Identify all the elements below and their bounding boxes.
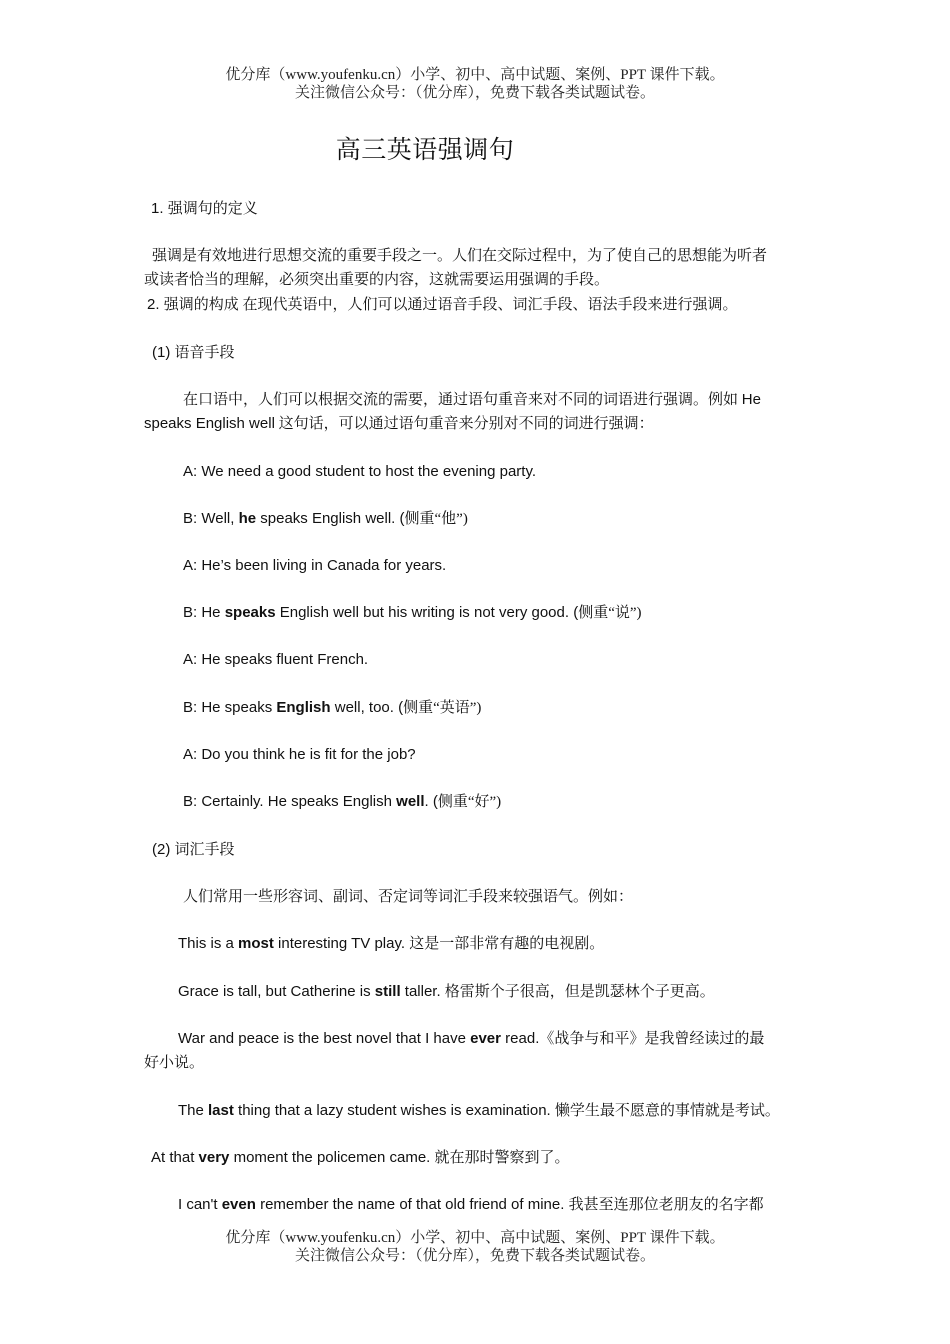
phonetic-intro-example-end: speaks English well xyxy=(144,415,275,432)
example-emphasis: most xyxy=(238,935,274,952)
example-line xyxy=(151,1146,570,1170)
lexical-intro: 人们常用一些形容词、副词、否定词等词汇手段来较强语气。例如： xyxy=(183,889,634,905)
dialog-line xyxy=(183,554,446,578)
example-line-continuation xyxy=(144,1051,204,1075)
dialog-note: 侧重“说”) xyxy=(578,605,642,621)
dialog-emphasis: English xyxy=(276,699,331,716)
dialog-line xyxy=(183,790,501,814)
example-emphasis: ever xyxy=(470,1030,501,1047)
phonetic-intro-line-2 xyxy=(144,412,654,436)
example-text: taller. xyxy=(400,983,445,1000)
example-line xyxy=(178,980,715,1004)
example-emphasis: still xyxy=(374,983,401,1000)
example-line xyxy=(178,1027,764,1051)
dialog-line xyxy=(183,601,642,625)
section-2-text: 强调的构成 在现代英语中，人们可以通过语音手段、词汇手段、语法手段来进行强调。 xyxy=(163,297,738,313)
header-line-2: 关注微信公众号：（优分库），免费下载各类试题试卷。 xyxy=(294,85,655,101)
dialog-text: B: Certainly. He speaks English xyxy=(183,793,397,810)
example-emphasis: even xyxy=(221,1196,256,1213)
example-text: interesting TV play. xyxy=(273,935,410,952)
subsection-1-number: (1) xyxy=(152,344,175,361)
example-translation: 好小说。 xyxy=(144,1055,205,1071)
example-translation: 格雷斯个子很高，但是凯瑟林个子更高。 xyxy=(444,984,715,1000)
dialog-line xyxy=(183,460,536,484)
section-2-number: 2. xyxy=(147,296,164,313)
phonetic-intro-example-start: He xyxy=(741,391,761,408)
dialog-text: A: He’s been living in Canada for years. xyxy=(183,557,447,574)
dialog-text: B: Well, xyxy=(183,510,239,527)
section-2-paragraph xyxy=(147,293,737,317)
example-text: The xyxy=(178,1102,209,1119)
dialog-text: well, too. ( xyxy=(330,699,404,716)
example-line xyxy=(178,1193,764,1217)
dialog-text: B: He xyxy=(183,604,225,621)
example-emphasis: very xyxy=(198,1149,230,1166)
example-translation: 就在那时警察到了。 xyxy=(434,1150,570,1166)
dialog-text: A: We need a good student to host the evening party. xyxy=(183,463,537,480)
example-line xyxy=(178,1099,780,1123)
page-footer xyxy=(0,1229,950,1265)
subsection-2-number: (2) xyxy=(152,841,175,858)
dialog-line xyxy=(183,696,481,720)
footer-line-1: 优分库（www.youfenku.cn）小学、初中、高中试题、案例、PPT 课件下载。 xyxy=(225,1230,725,1246)
example-translation: 《战争与和平》是我曾经读过的最 xyxy=(539,1031,765,1047)
page-header xyxy=(0,66,950,102)
definition-line-2: 或读者恰当的理解，必须突出重要的内容，这就需要运用强调的手段。 xyxy=(144,272,610,288)
dialog-line xyxy=(183,507,468,531)
example-text: moment the policemen came. xyxy=(229,1149,435,1166)
dialog-text: B: He speaks xyxy=(183,699,277,716)
dialog-note: 侧重“好”) xyxy=(437,794,502,810)
example-text: remember the name of that old friend of mine. xyxy=(255,1196,569,1213)
subsection-2-heading xyxy=(152,838,235,862)
example-text: Grace is tall, but Catherine is xyxy=(178,983,375,1000)
dialog-emphasis: he xyxy=(238,510,257,527)
footer-line-2: 关注微信公众号：（优分库），免费下载各类试题试卷。 xyxy=(294,1248,655,1264)
dialog-text: A: He speaks fluent French. xyxy=(183,651,369,668)
dialog-note: 侧重“英语”) xyxy=(403,700,482,716)
example-text: read. xyxy=(501,1030,540,1047)
header-line-1: 优分库（www.youfenku.cn）小学、初中、高中试题、案例、PPT 课件下载。 xyxy=(225,67,725,83)
dialog-emphasis: speaks xyxy=(224,604,276,621)
example-text: War and peace is the best novel that I have xyxy=(178,1030,471,1047)
example-text: This is a xyxy=(178,935,239,952)
example-translation: 我甚至连那位老朋友的名字都 xyxy=(568,1197,764,1213)
section-1-number: 1. xyxy=(151,200,168,217)
section-1-heading xyxy=(151,197,258,221)
subsection-1-title: 语音手段 xyxy=(174,345,235,361)
section-1-title: 强调句的定义 xyxy=(167,201,258,217)
dialog-text: speaks English well. ( xyxy=(256,510,405,527)
example-translation: 这是一部非常有趣的电视剧。 xyxy=(409,936,605,952)
example-translation: 懒学生最不愿意的事情就是考试。 xyxy=(554,1103,780,1119)
example-text: thing that a lazy student wishes is examination. xyxy=(233,1102,555,1119)
phonetic-intro-text: 在口语中，人们可以根据交流的需要，通过语句重音来对不同的词语进行强调。例如 xyxy=(183,392,742,408)
subsection-1-heading xyxy=(152,341,235,365)
example-text: I can't xyxy=(178,1196,222,1213)
dialog-text: . ( xyxy=(424,793,438,810)
dialog-emphasis: well xyxy=(396,793,425,810)
phonetic-intro-text-2: 这句话，可以通过语句重音来分别对不同的词进行强调： xyxy=(274,416,654,432)
example-line xyxy=(178,932,604,956)
phonetic-intro-line-1 xyxy=(183,388,761,412)
dialog-note: 侧重“他”) xyxy=(404,511,468,527)
dialog-line xyxy=(183,743,416,767)
subsection-2-title: 词汇手段 xyxy=(174,842,235,858)
dialog-text: English well but his writing is not very good. ( xyxy=(275,604,579,621)
dialog-line xyxy=(183,648,368,672)
dialog-text: A: Do you think he is fit for the job? xyxy=(183,746,416,763)
definition-line-1: 强调是有效地进行思想交流的重要手段之一。人们在交际过程中，为了使自己的思想能为听者 xyxy=(152,248,768,264)
document-title: 高三英语强调句 xyxy=(335,137,515,164)
example-text: At that xyxy=(151,1149,199,1166)
example-emphasis: last xyxy=(208,1102,234,1119)
